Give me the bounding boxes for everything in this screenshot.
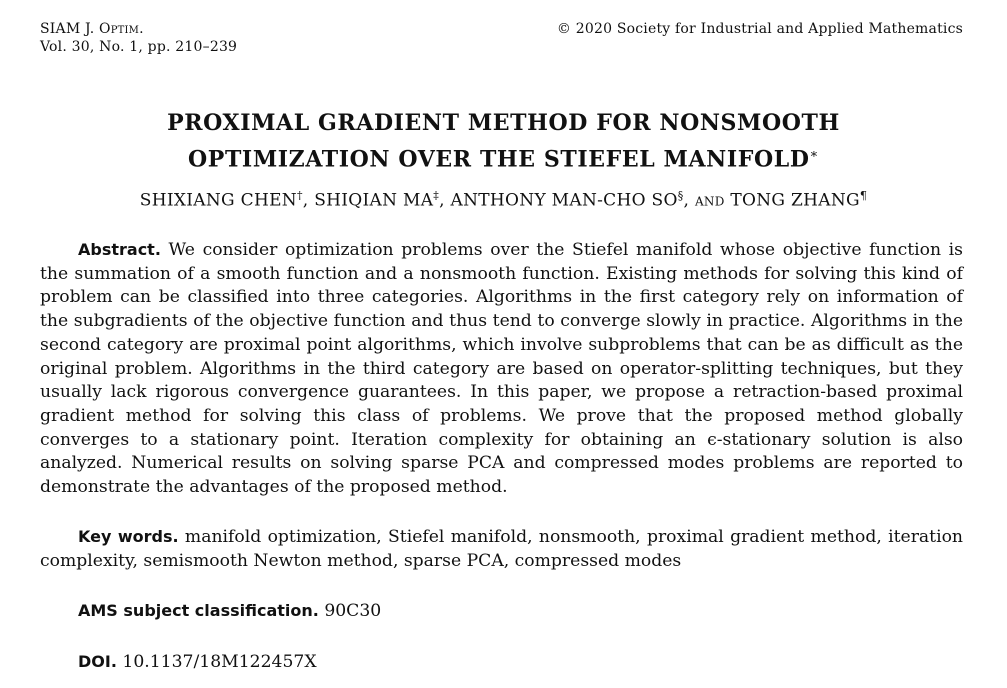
title-line-2 [0,139,1007,175]
ams-label: AMS subject classification. [78,601,319,620]
doi [78,650,317,675]
author-list [0,184,1007,213]
author-name: TONG ZHANG [730,190,860,211]
journal-name: SIAM J. Optim. [40,21,144,37]
abstract-text: We consider optimization problems over the Stiefel manifold whose objective function is the summation of a smooth function and a nonsmooth function. Existing methods for solving this kind of problem can be classified into three categories. Algorithms in the first category rely on information of the subgradients of the objective function and thus tend to converge slowly in practice. Algorithms in the second category are proximal point algorithms, which involve subproblems that can be as difficult as the original problem. Algorithms in the third category are based on operator-splitting techniques, but they usually lack rigorous convergence guarantees. In this paper, we propose a retraction-based proximal gradient method for solving this class of problems. We prove that the proposed method globally converges to a stationary point. Iteration complexity for obtaining an ϵ-stationary solution is also analyzed. Numerical results on solving sparse PCA and compressed modes problems are reported to demonstrate the advantages of the proposed method. [40,240,963,498]
journal-header [40,20,237,56]
copyright-notice: © 2020 Society for Industrial and Applied Mathematics [556,21,963,37]
author-footnote-mark: ¶ [859,189,868,202]
doi-label: DOI. [78,652,117,671]
author-name: SHIXIANG CHEN [139,190,297,211]
keywords-label: Key words. [78,527,179,546]
volume-info: Vol. 30, No. 1, pp. 210–239 [40,39,238,55]
author-separator: , [302,190,315,211]
ams-classification [78,599,381,624]
author-separator: , [683,190,695,211]
keywords [40,525,963,573]
abstract [40,238,963,500]
keywords-text: manifold optimization, Stiefel manifold, nonsmooth, proximal gradient method, iteration complexity, semismooth Newton method, sparse PCA, compressed modes [40,527,963,571]
author-conjunction: and [694,190,731,211]
author-footnote-mark: § [677,189,684,202]
author-footnote-mark: ‡ [433,189,440,202]
author-name: SHIQIAN MA [314,190,434,211]
title-footnote-mark: ∗ [809,147,819,162]
author-name: ANTHONY MAN-CHO SO [450,190,678,211]
ams-value: 90C30 [324,601,382,621]
title-line-1: PROXIMAL GRADIENT METHOD FOR NONSMOOTH [167,110,840,136]
author-separator: , [439,190,451,211]
title-line-2-text: OPTIMIZATION OVER THE STIEFEL MANIFOLD [188,146,810,173]
abstract-label: Abstract. [78,240,161,259]
doi-value[interactable]: 10.1137/18M122457X [122,652,317,672]
author-footnote-mark: † [296,189,303,202]
paper-title [0,108,1007,175]
